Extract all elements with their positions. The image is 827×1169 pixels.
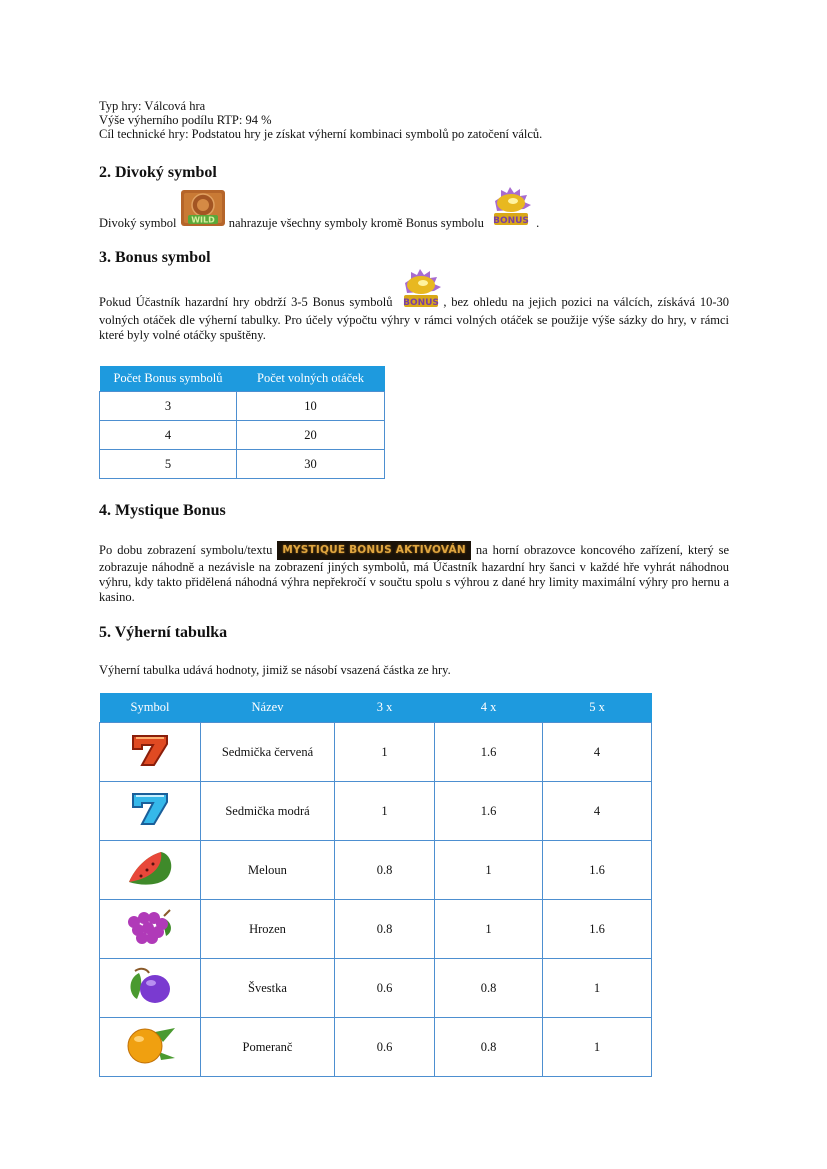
mystique-bonus-banner: MYSTIQUE BONUS AKTIVOVÁN <box>277 541 470 560</box>
bonus-count-cell: 4 <box>100 421 237 450</box>
watermelon-icon <box>125 877 175 891</box>
header-3x: 3 x <box>335 693 435 723</box>
x5-cell: 1 <box>543 959 652 1018</box>
x3-cell: 1 <box>335 782 435 841</box>
rtp-info: Výše výherního podílu RTP: 94 % <box>99 113 272 127</box>
free-spins-cell: 20 <box>237 421 385 450</box>
name-cell: Sedmička červená <box>201 723 335 782</box>
x4-cell: 0.8 <box>435 959 543 1018</box>
section-heading-mystique: 4. Mystique Bonus <box>99 502 226 519</box>
x3-cell: 1 <box>335 723 435 782</box>
name-cell: Švestka <box>201 959 335 1018</box>
symbol-cell <box>100 959 201 1018</box>
bonus-paragraph <box>99 266 729 343</box>
symbol-cell <box>100 900 201 959</box>
name-cell: Pomeranč <box>201 1018 335 1077</box>
table-header-row <box>100 366 385 392</box>
svg-text:BONUS: BONUS <box>493 216 529 226</box>
wild-symbol-icon <box>180 189 226 243</box>
game-info <box>99 99 542 141</box>
orange-icon <box>123 1055 177 1069</box>
table-header-row <box>100 693 652 723</box>
table-row <box>100 450 385 479</box>
wild-text-middle: nahrazuje všechny symboly kromě Bonus symbolu <box>228 216 484 230</box>
x3-cell: 0.8 <box>335 841 435 900</box>
bonus-symbol-icon <box>487 185 533 243</box>
mystique-text-before: Po dobu zobrazení symbolu/textu <box>99 543 273 557</box>
bonus-count-cell: 3 <box>100 392 237 421</box>
x3-cell: 0.6 <box>335 959 435 1018</box>
table-row <box>100 392 385 421</box>
name-cell: Meloun <box>201 841 335 900</box>
bonus-symbol-icon <box>397 267 443 313</box>
x3-cell: 0.6 <box>335 1018 435 1077</box>
wild-text-before: Divoký symbol <box>99 216 177 230</box>
header-symbol: Symbol <box>100 693 201 723</box>
wild-text-after: . <box>536 216 540 230</box>
table-row <box>100 421 385 450</box>
section-heading-paytable: 5. Výherní tabulka <box>99 624 228 641</box>
game-goal: Cíl technické hry: Podstatou hry je získat výherní kombinaci symbolů po zatočení válců. <box>99 127 543 141</box>
svg-text:BONUS: BONUS <box>403 298 440 308</box>
header-5x: 5 x <box>543 693 652 723</box>
paytable-description: Výherní tabulka udává hodnoty, jimiž se násobí vsazená částka ze hry. <box>99 663 451 677</box>
free-spins-cell: 10 <box>237 392 385 421</box>
table-row <box>100 723 652 782</box>
header-name: Název <box>201 693 335 723</box>
section-heading-wild: 2. Divoký symbol <box>99 164 217 181</box>
wild-paragraph <box>99 185 729 243</box>
paytable <box>99 693 652 1077</box>
x5-cell: 1 <box>543 1018 652 1077</box>
header-bonus-count: Počet Bonus symbolů <box>100 366 237 392</box>
red-seven-icon <box>128 756 172 770</box>
x4-cell: 1.6 <box>435 723 543 782</box>
x5-cell: 4 <box>543 782 652 841</box>
mystique-paragraph <box>99 541 729 605</box>
plum-icon <box>125 996 175 1010</box>
name-cell: Sedmička modrá <box>201 782 335 841</box>
bonus-text-after: , bez ohledu na jejich pozici na válcích, získává 10-30 volných otáček dle výherní tabulky. Pro účely výpočtu výhry v rámci volných otáček se použije výše sázky do hry, v rámci které byly volné otáčky spuštěny. <box>99 295 730 342</box>
x4-cell: 1 <box>435 841 543 900</box>
table-row <box>100 782 652 841</box>
game-type: Typ hry: Válcová hra <box>99 99 206 113</box>
x4-cell: 1.6 <box>435 782 543 841</box>
x5-cell: 4 <box>543 723 652 782</box>
mystique-text-after: na horní obrazovce koncového zařízení, který se zobrazuje náhodně a nezávisle na zobrazení jiných symbolů, má Účastník hazardní hry šanci v každé hře vyhrát náhodnou výhru, kdy takto přidělená náhodná výhra nepřekročí v součtu spolu s výhrou z dané hry limity maximální výhry pro hernu a kasino. <box>99 543 730 604</box>
x5-cell: 1.6 <box>543 900 652 959</box>
grapes-icon <box>124 937 176 951</box>
x5-cell: 1.6 <box>543 841 652 900</box>
header-4x: 4 x <box>435 693 543 723</box>
svg-text:WILD: WILD <box>190 215 215 225</box>
bonus-count-cell: 5 <box>100 450 237 479</box>
free-spins-cell: 30 <box>237 450 385 479</box>
symbol-cell <box>100 782 201 841</box>
symbol-cell <box>100 723 201 782</box>
table-row <box>100 959 652 1018</box>
table-row <box>100 1018 652 1077</box>
bonus-text-before: Pokud Účastník hazardní hry obdrží 3-5 Bonus symbolů <box>99 295 393 309</box>
table-row <box>100 900 652 959</box>
x3-cell: 0.8 <box>335 900 435 959</box>
symbol-cell <box>100 1018 201 1077</box>
blue-seven-icon <box>128 816 172 830</box>
x4-cell: 1 <box>435 900 543 959</box>
symbol-cell <box>100 841 201 900</box>
name-cell: Hrozen <box>201 900 335 959</box>
free-spins-table <box>99 366 385 479</box>
section-heading-bonus: 3. Bonus symbol <box>99 249 211 266</box>
header-free-spins: Počet volných otáček <box>237 366 385 392</box>
table-row <box>100 841 652 900</box>
x4-cell: 0.8 <box>435 1018 543 1077</box>
